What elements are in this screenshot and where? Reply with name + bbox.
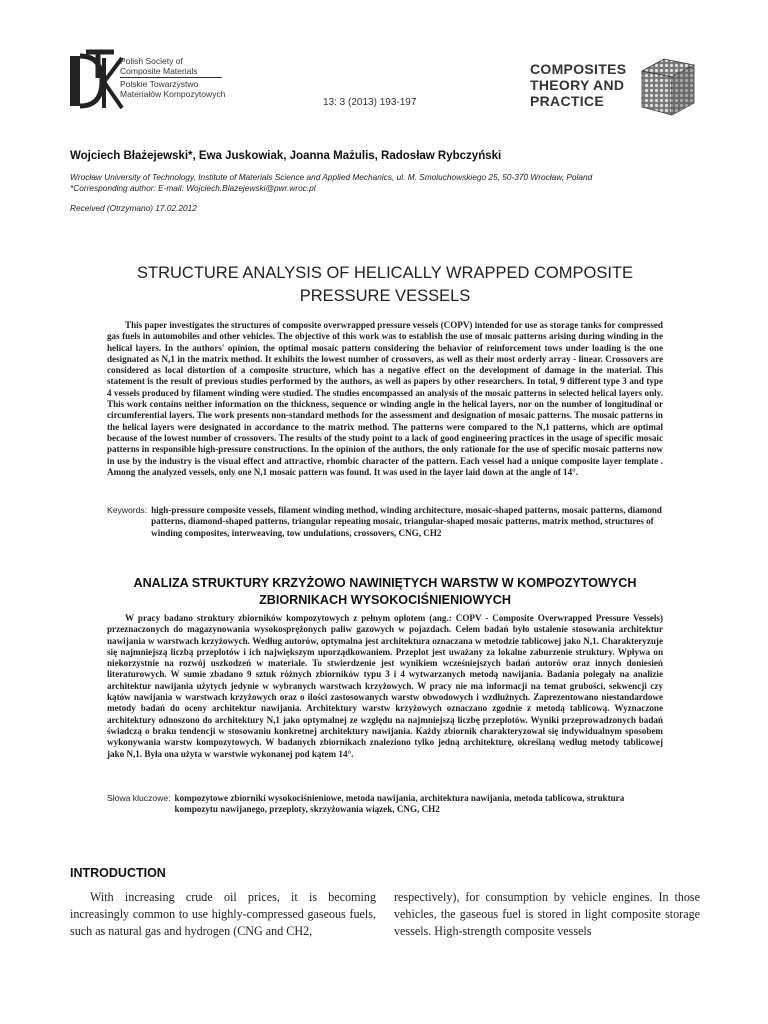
polish-abstract-text: W pracy badano struktury zbiorników kompozytowych z pełnym oplotem (ang.: COPV - Composite Overwrapped Pressure Vessels) przeznaczonych do magazynowania wysokosprężonych paliw gazowych w pojazdach. Celem badań było ustalenie stosowania architektur nawijania w warstwach krzyżowych. Według autorów, optymalna jest architektura oznaczana w metodzie tablicowej jako N,1. Charakteryzuje się najmniejszą liczbą przeplotów i ich największym uporządkowaniem. Przeplot jest uważany za lokalne zaburzenie struktury. Wpływa on niekorzystnie na rozwój uszkodzeń w materiale. To stwierdzenie jest wynikiem wcześniejszych badań autorów oraz innych doniesień literaturowych. W sumie zbadano 9 sztuk różnych zbiorników typu 3 i 4 wytwarzanych metodą nawijania. Badania polegały na analizie architektur nawijania użytych jedynie w wybranych warstwach krzyżowych. W pracy nie ma informacji na temat grubości, sekwencji czy kątów nawijania w warstwach krzyżowych oraz o ilości zastosowanych warstw obwodowych i wzdłużnych. Zaprezentowano niestandardowe metody badań do oceny architektur nawijania. Architektury warstw krzyżowych oznaczano zgodnie z metodą tablicową. Wyznaczone architektury odnoszono do architektury N,1 jako optymalnej ze względu na najmniejszą liczbę przeplotów. Wyniki przeprowadzonych badań świadczą o braku tendencji w stosowaniu konkretnej architektury nawijania. Każdy zbiornik charakteryzował się indywidualnym sposobem wykonywania warstw kompozytowych. W badanych zbiornikach znaleziono tylko jedną architekturę, określaną według metody tablicowej jako N,1. Była ona użyta w warstwie wykonanej pod kątem 14°. [107,613,663,759]
society-line-1: Polish Society of [120,56,183,66]
paper-title-line-2: PRESSURE VESSELS [299,287,471,305]
intro-paragraph-right: respectively), for consumption by vehicle engines. In those vehicles, the gaseous fuel is stored in light composite storage vessels. High-strength composite vessels [394,890,700,938]
polish-title [100,575,670,609]
polish-title-line-2: ZBIORNIKACH WYSOKOCIŚNIENIOWYCH [259,593,511,607]
society-name [120,56,225,99]
intro-column-right [394,889,700,940]
journal-title-line-3: PRACTICE [530,93,604,109]
polish-keywords [107,793,663,816]
polish-keywords-text: kompozytowe zbiorniki wysokociśnieniowe, metoda nawijania, architektura nawijania, metoda tablicowa, struktura kompozytu nawijanego, przeploty, skrzyżowania wiązek, CNG, CH2 [174,793,625,815]
polish-title-line-1: ANALIZA STRUKTURY KRZYŻOWO NAWINIĘTYCH WARSTW W KOMPOZYTOWYCH [133,576,637,590]
abstract-text: This paper investigates the structures of composite overwrapped pressure vessels (COPV) intended for use as storage tanks for compressed gas fuels in automobiles and other vehicles. The objective of this work was to establish the use of mosaic patterns arising during winding in the helical layers. In the authors' opinion, the optimal mosaic pattern considering the behavior of reinforcement tows under loading is the one designated as N,1 in the matrix method. It exhibits the lowest number of crossovers, as well as their most orderly array - linear. Crossovers are considered as local distortion of a composite structure, which has a negative effect on the development of damage in the material. This statement is the result of previous studies performed by the authors, as well as papers by other researchers. In total, 9 different type 3 and type 4 vessels produced by filament winding were studied. The studies encompassed an analysis of the mosaic patterns in selected helical layers only. This work contains neither information on the thickness, sequence or winding angle in the helical layers, nor on the number of longitudinal or circumferential layers. The work presents non-standard methods for the assessment and designation of mosaic patterns. The mosaic patterns in the helical layers were designated in accordance to the matrix method. The patterns were compared to the N,1 patterns, which are optimal because of the lowest number of crossovers. The results of the study point to a lack of good engineering practices in the usage of specific mosaic patterns in responsible high-pressure constructions. In the opinion of the authors, the only rationale for the use of specific mosaic patterns now in use by the industry is the visual effect and attractive, rhombic character of the pattern. Each vessel had a unique composite layer template . Among the analyzed vessels, only one N,1 mosaic pattern was found. It was used in the layer laid down at the angle of 14°. [107,320,663,477]
issue-citation: 13: 3 (2013) 193-197 [323,97,417,108]
paper-title [100,262,670,308]
ptmk-logo-icon [68,48,124,112]
paper-title-line-1: STRUCTURE ANALYSIS OF HELICALLY WRAPPED COMPOSITE [136,264,634,282]
composite-cube-icon [634,53,700,119]
author-list: Wojciech Błażejewski*, Ewa Juskowiak, Joanna Mażulis, Radosław Rybczyński [70,150,502,162]
received-date: Received (Otrzymano) 17.02.2012 [70,203,197,213]
corresponding-author: *Corresponding author: E-mail: Wojciech.Blazejewski@pwr.wroc.pl [70,183,316,193]
intro-column-left [70,889,376,940]
keywords-label: Keywords: [107,505,148,515]
polish-keywords-label: Słowa kluczowe: [107,793,171,803]
section-heading-introduction: INTRODUCTION [70,866,166,880]
keywords [107,505,663,539]
journal-header [68,40,700,120]
society-logo [68,48,228,112]
journal-title [530,61,626,109]
society-line-2: Composite Materials [120,66,198,76]
keywords-text: high-pressure composite vessels, filament winding method, winding architecture, mosaic-shaped patterns, mosaic patterns, diamond patterns, diamond-shaped patterns, triangular repeating mosaic, triangular-shaped mosaic patterns, matrix method, structures of winding composites, interweaving, tow undulations, crossovers, CNG, CH2 [151,505,662,538]
society-line-3: Polskie Towarzystwo [120,79,199,89]
journal-title-line-1: COMPOSITES [530,61,627,77]
society-divider [120,77,222,78]
intro-paragraph-left: With increasing crude oil prices, it is becoming increasingly common to use highly-compressed gaseous fuels, such as natural gas and hydrogen (CNG and CH2, [70,890,376,938]
affiliation-address: Wrocław University of Technology, Institute of Materials Science and Applied Mechanics, ul. M. Smoluchowskiego 25, 50-370 Wrocław, Poland [70,172,593,182]
society-line-4: Materiałów Kompozytowych [120,89,226,99]
affiliation [70,172,592,194]
polish-abstract [107,613,663,760]
abstract [107,320,663,478]
journal-title-line-2: THEORY AND [530,77,625,93]
